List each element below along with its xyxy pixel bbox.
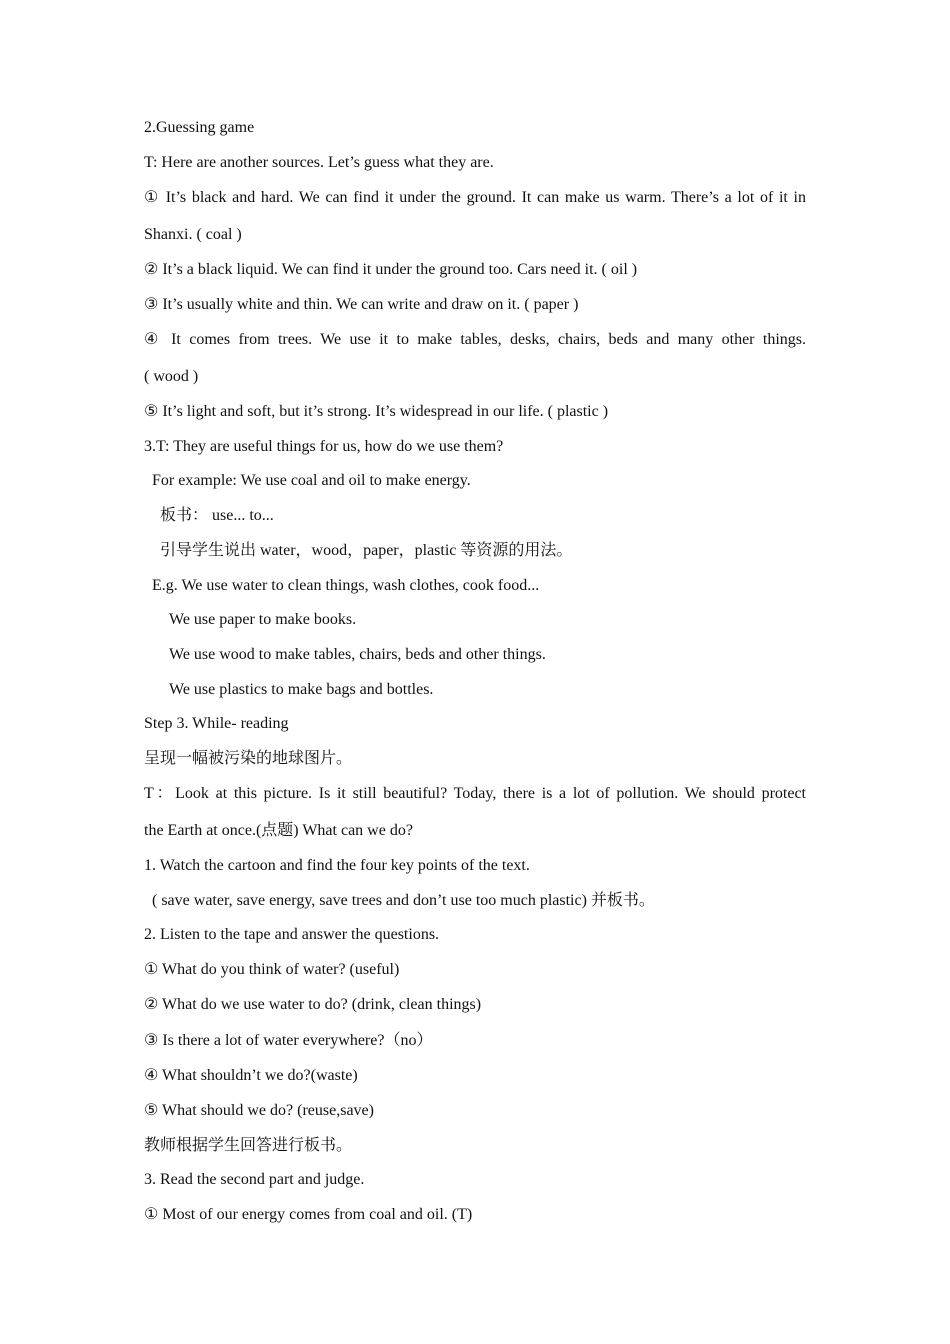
question-1: ① What do you think of water? (useful) — [144, 961, 400, 978]
teacher-prompt-sources: T: Here are another sources. Let’s guess what they are. — [144, 154, 494, 171]
riddle-wood-line-2: ( wood ) — [144, 368, 199, 385]
guide-students-note: 引导学生说出 water，wood，paper，plastic 等资源的用法。 — [160, 542, 573, 559]
example-coal-oil: For example: We use coal and oil to make energy. — [152, 472, 471, 489]
question-5: ⑤ What should we do? (reuse,save) — [144, 1102, 374, 1119]
listen-heading: 2. Listen to the tape and answer the questions. — [144, 926, 440, 943]
key-points: ( save water, save energy, save trees and don’t use too much plastic) 并板书。 — [152, 892, 655, 909]
riddle-coal-line-2: Shanxi. ( coal ) — [144, 226, 242, 243]
teacher-picture-line-2: the Earth at once.(点题) What can we do? — [144, 822, 413, 839]
riddle-coal-line-1: ① It’s black and hard. We can find it under the ground. It can make us warm. There’s a lot of it in — [144, 189, 806, 206]
show-picture-note: 呈现一幅被污染的地球图片。 — [144, 750, 353, 767]
riddle-wood-line-1: ④ It comes from trees. We use it to make tables, desks, chairs, beds and many other things. — [144, 331, 806, 348]
riddle-plastic: ⑤ It’s light and soft, but it’s strong. It’s widespread in our life. ( plastic ) — [144, 403, 609, 420]
teacher-board-note: 教师根据学生回答进行板书。 — [144, 1137, 353, 1154]
read-judge-heading: 3. Read the second part and judge. — [144, 1171, 365, 1188]
question-3: ③ Is there a lot of water everywhere?（no） — [144, 1032, 433, 1049]
riddle-oil: ② It’s a black liquid. We can find it under the ground too. Cars need it. ( oil ) — [144, 261, 638, 278]
judge-statement-1: ① Most of our energy comes from coal and oil. (T) — [144, 1206, 473, 1223]
example-plastics: We use plastics to make bags and bottles. — [169, 681, 434, 698]
riddle-paper: ③ It’s usually white and thin. We can write and draw on it. ( paper ) — [144, 296, 579, 313]
watch-cartoon-heading: 1. Watch the cartoon and find the four key points of the text. — [144, 857, 530, 874]
guessing-game-heading: 2.Guessing game — [144, 119, 255, 136]
question-2: ② What do we use water to do? (drink, clean things) — [144, 996, 482, 1013]
example-wood: We use wood to make tables, chairs, beds and other things. — [169, 646, 546, 663]
blackboard-note: 板书： use... to... — [160, 507, 274, 524]
example-water: E.g. We use water to clean things, wash clothes, cook food... — [152, 577, 540, 594]
step3-heading: Step 3. While- reading — [144, 715, 289, 732]
teacher-picture-line-1: T：Look at this picture. Is it still beautiful? Today, there is a lot of pollution. We should protect — [144, 785, 806, 802]
useful-things-heading: 3.T: They are useful things for us, how do we use them? — [144, 438, 504, 455]
example-paper: We use paper to make books. — [169, 611, 357, 628]
question-4: ④ What shouldn’t we do?(waste) — [144, 1067, 358, 1084]
